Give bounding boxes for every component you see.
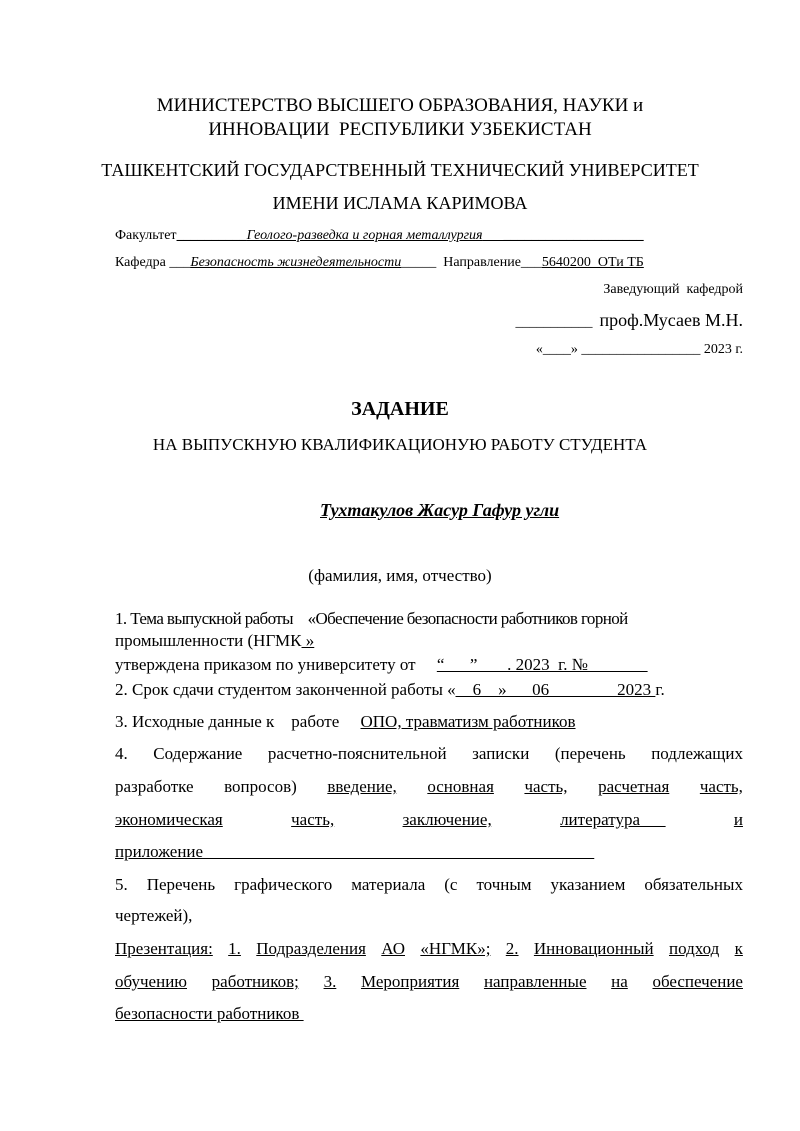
content-line-1: 4. Содержание расчетно-пояснительной записки (перечень подлежащих [115,744,743,763]
department-label: Кафедра [115,255,166,270]
university-line-2: ИМЕНИ ИСЛАМА КАРИМОВА [272,193,528,213]
content-line-3: экономическая часть, заключение, литература___ и [115,810,743,829]
head-signature-row: ___________ проф.Мусаев М.Н. [515,310,743,330]
presentation-line-3: безопасности работников [115,1004,304,1023]
deadline-row: 2. Срок сдачи студентом законченной работы «__6__»___06________2023 г. [115,680,665,699]
student-name: Тухтакулов Жасур Гафур угли [320,500,560,520]
topic-row [115,609,628,629]
direction-label: Направление [443,255,521,270]
deadline-value: __6__»___06________2023 [455,680,656,699]
faculty-label: Факультет [115,228,177,243]
approved-text: утверждена приказом по университету от [115,655,416,674]
source-data-label: 3. Исходные данные к работе [115,712,340,731]
topic-label: 1. Тема выпускной работы [115,609,293,628]
topic-value-line-1: «Обеспечение безопасности работников горной [307,609,628,628]
direction-value: 5640200 ОТи ТБ [541,255,644,270]
student-name-caption: (фамилия, имя, отчество) [308,566,492,585]
faculty-value: Геолого-разведка и горная металлургия [246,228,483,243]
presentation-line-1: Презентация: 1. Подразделения АО «НГМК»; 2. Инновационный подход к [115,939,743,958]
approval-date-line: «____» _________________ 2023 г. [535,342,743,357]
ministry-line-2: ИННОВАЦИИ РЕСПУБЛИКИ УЗБЕКИСТАН [208,119,592,140]
approved-date: “___”___ . 2023 г. №_______ [436,655,648,674]
faculty-row: Факультет__________Геолого-разведка и горная металлургия ____________________ [115,228,644,243]
content-line-4: приложение______________________________________________ [115,842,595,861]
graphics-line-1: 5. Перечень графического материала (с точным указанием обязательных [115,875,743,894]
ministry-line-1: МИНИСТЕРСТВО ВЫСШЕГО ОБРАЗОВАНИЯ, НАУКИ и [156,95,644,116]
topic-value-line-2: промышленности (НГМК [115,631,302,650]
document-title: ЗАДАНИЕ [351,398,449,420]
content-line-2: разработке вопросов) введение, основная часть, расчетная часть, [115,777,743,796]
topic-row-2: промышленности (НГМК » [115,631,315,650]
presentation-line-2: обучению работников; 3. Мероприятия направленные на обеспечение [115,972,743,991]
department-row: Кафедра ___Безопасность жизнедеятельности_____ Направление___5640200 ОТи ТБ [115,255,644,270]
deadline-label: 2. Срок сдачи студентом законченной работы « [115,680,456,699]
document-subtitle: НА ВЫПУСКНУЮ КВАЛИФИКАЦИОНУЮ РАБОТУ СТУДЕНТА [152,435,648,454]
university-line-1: ТАШКЕНТСКИЙ ГОСУДАРСТВЕННЫЙ ТЕХНИЧЕСКИЙ УНИВЕРСИТЕТ [101,160,699,180]
source-data-row [115,712,576,732]
source-data-value: ОПО, травматизм работников [360,712,576,731]
department-value: Безопасность жизнедеятельности [190,255,402,270]
head-of-department-label: Заведующий кафедрой [603,282,743,297]
graphics-line-2: чертежей), [115,906,193,925]
head-name: проф.Мусаев М.Н. [599,310,743,330]
approved-row [115,655,647,675]
